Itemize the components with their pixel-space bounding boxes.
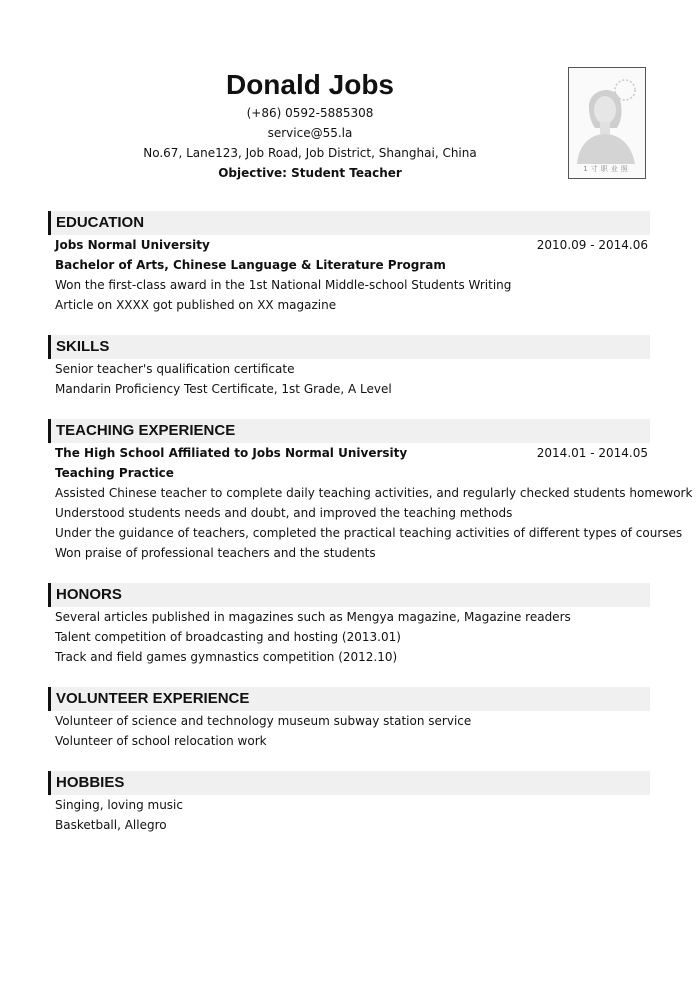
section-title: HONORS <box>48 583 650 607</box>
section-title: SKILLS <box>48 335 650 359</box>
teaching-dates: 2014.01 - 2014.05 <box>536 446 648 460</box>
list-item: Several articles published in magazines such as Mengya magazine, Magazine readers <box>55 610 571 624</box>
home-address: No.67, Lane123, Job Road, Job District, Shanghai, China <box>143 146 477 160</box>
candidate-name: Donald Jobs <box>225 69 394 100</box>
list-item: Mandarin Proficiency Test Certificate, 1st Grade, A Level <box>55 382 392 396</box>
section-title: TEACHING EXPERIENCE <box>48 419 650 443</box>
section-title: HOBBIES <box>48 771 650 795</box>
list-item: Understood students needs and doubt, and improved the teaching methods <box>55 506 513 520</box>
person-silhouette-icon <box>569 68 645 178</box>
section-honors <box>48 583 650 667</box>
job-role: Teaching Practice <box>55 466 174 480</box>
education-dates: 2010.09 - 2014.06 <box>536 238 648 252</box>
list-item: Assisted Chinese teacher to complete daily teaching activities, and regularly checked students homework <box>55 486 693 500</box>
email-address: service@55.la <box>267 126 353 140</box>
list-item: Talent competition of broadcasting and hosting (2013.01) <box>55 630 401 644</box>
list-item: Under the guidance of teachers, completed the practical teaching activities of different types of courses <box>55 526 683 540</box>
section-teaching-experience <box>48 419 693 563</box>
school-label: Jobs Normal University <box>55 238 210 252</box>
section-title: VOLUNTEER EXPERIENCE <box>48 687 650 711</box>
degree: Bachelor of Arts, Chinese Language & Literature Program <box>55 258 446 272</box>
photo-caption: 1寸职业照 <box>583 165 631 173</box>
section-education <box>48 211 650 315</box>
list-item: Volunteer of science and technology museum subway station service <box>55 714 472 728</box>
phone-number: (+86) 0592-5885308 <box>246 106 374 120</box>
list-item: Senior teacher's qualification certificate <box>55 362 295 376</box>
career-objective: Objective: Student Teacher <box>218 166 402 180</box>
profile-photo <box>568 67 646 179</box>
section-volunteer-experience <box>48 687 650 751</box>
section-skills <box>48 335 650 399</box>
list-item: Article on XXXX got published on XX magazine <box>55 298 337 312</box>
list-item: Singing, loving music <box>55 798 183 812</box>
employer-label: The High School Affiliated to Jobs Normal University <box>55 446 408 460</box>
list-item: Track and field games gymnastics competition (2012.10) <box>55 650 398 664</box>
list-item: Won praise of professional teachers and the students <box>55 546 376 560</box>
list-item: Volunteer of school relocation work <box>55 734 267 748</box>
list-item: Won the first-class award in the 1st National Middle-school Students Writing <box>55 278 512 292</box>
section-hobbies <box>48 771 650 835</box>
school-name <box>48 235 650 255</box>
employer-name <box>48 443 650 463</box>
list-item: Basketball, Allegro <box>55 818 167 832</box>
section-title: EDUCATION <box>48 211 650 235</box>
